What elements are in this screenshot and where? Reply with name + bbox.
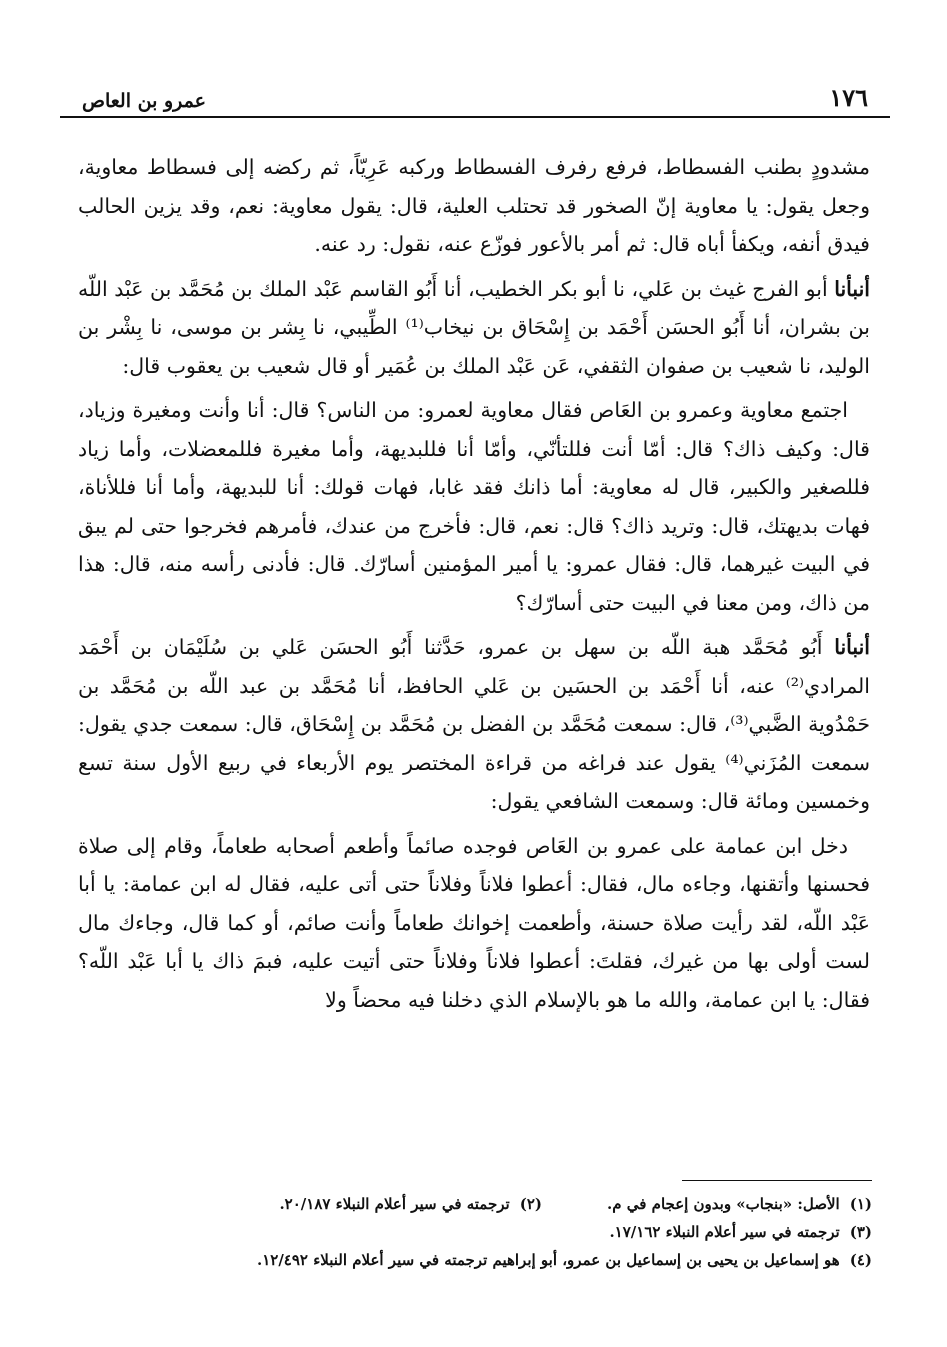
footnote-row <box>78 1190 872 1218</box>
page-header <box>60 84 890 118</box>
footnote-text: ترجمته في سير أعلام النبلاء ٢٠/١٨٧. <box>279 1195 510 1213</box>
page-number: ١٧٦ <box>829 83 868 112</box>
footnote-number: (٣) <box>849 1223 872 1241</box>
footnote-number: (٤) <box>849 1251 872 1269</box>
footnotes <box>78 1190 872 1274</box>
footnote-text: الأصل: «بنجاب» وبدون إعجام في م. <box>607 1195 840 1213</box>
running-title: عمرو بن العاص <box>82 90 206 112</box>
footnote-item <box>542 1190 872 1218</box>
footnote-number: (١) <box>849 1195 872 1213</box>
main-text <box>78 148 870 1025</box>
paragraph-lead: أنبأنا <box>834 635 870 659</box>
paragraph <box>78 827 870 1020</box>
paragraph <box>78 391 870 622</box>
paragraph <box>78 270 870 386</box>
footnote-number: (٢) <box>519 1195 542 1213</box>
footnote-item <box>609 1218 872 1246</box>
paragraph-lead: أنبأنا <box>834 276 870 301</box>
footnote-item <box>257 1246 872 1274</box>
footnote-row <box>78 1218 872 1246</box>
paragraph-text: مشدودٍ بطنب الفسطاط، فرفع رفرف الفسطاط وركبه عَرِيّاً، ثم ركضه إلى فسطاط معاوية، وجعل يقول: يا معاوية إنّ الصخور قد تحتلب العلية، قال: يقول معاوية: نعم، وقد يزين الحالب فيدق أنفه، ويكفأ أباه قال: ثم أمر بالأعور فوزّع عنه، نقول: رد عنه. <box>78 155 870 256</box>
book-page <box>60 70 890 1300</box>
footnote-text: ترجمته في سير أعلام النبلاء ١٧/١٦٢. <box>609 1223 840 1241</box>
footnote-divider <box>682 1180 872 1181</box>
paragraph <box>78 628 870 821</box>
footnote-item <box>279 1190 542 1218</box>
paragraph-text: أبو الفرج غيث بن عَلي، نا أبو بكر الخطيب، أنا أَبُو القاسم عَبْد الملك بن مُحَمَّد بن عَبْد اللّه بن بشران، أنا أَبُو الحسَن أَحْمَد بن إِسْحَاق بن نيخاب⁽¹⁾ الطِّيبي، نا بِشر بن موسى، نا بِشْر بن الوليد، نا شعيب بن صفوان الثقفي، عَن عَبْد الملك بن عُمَير أو قال شعيب بن يعقوب قال: <box>78 276 870 378</box>
footnote-row <box>78 1246 872 1274</box>
paragraph-text: اجتمع معاوية وعمرو بن العَاص فقال معاوية لعمرو: من الناس؟ قال: أنا وأنت ومغيرة وزياد، قال: وكيف ذاك؟ قال: أمّا أنت فللتأنّي، وأمّا أنا فللبديهة، وأما مغيرة فللمعضلات، وأما زياد فللصغير والكبير، قال له معاوية: أما ذانك فقد غابا، فهات قولك: أنا للبديهة، وأما أنا فللأناة، فهات بديهتك، قال: وتريد ذاك؟ قال: نعم، قال: فأخرج من عندك، فأمرهم فخرجوا حتى لم يبق في البيت غيرهما، قال: فقال عمرو: يا أمير المؤمنين أسارّك. قال: فأدنى رأسه منه، قال: هذا من ذاك، ومن معنا في البيت حتى أسارّك؟ <box>78 398 870 615</box>
paragraph-text: أَبُو مُحَمَّد هبة اللّه بن سهل بن عمرو، حَدَّثنا أَبُو الحسَن عَلي بن سُلَيْمَان بن أَحْمَد المرادي⁽²⁾ عنه، أنا أَحْمَد بن الحسَين بن عَلي الحافظ، أنا مُحَمَّد بن عبد اللّه بن مُحَمَّد بن حَمْدُوية الضَّبي⁽³⁾، قال: سمعت مُحَمَّد بن الفضل بن مُحَمَّد بن إِسْحَاق، قال: سمعت جدي يقول: سمعت المُزَني⁽⁴⁾ يقول عند فراغه من قراءة المختصر يوم الأربعاء في ربيع الأول سنة تسع وخمسين ومائة قال: وسمعت الشافعي يقول: <box>78 635 871 813</box>
paragraph <box>78 148 870 264</box>
paragraph-text: دخل ابن عمامة على عمرو بن العَاص فوجده صائماً وأطعم أصحابه طعاماً، وقام إلى صلاة فحسنها وأتقنها، وجاءه مال، فقال: أعطوا فلاناً وفلاناً حتى أتى عليه، فقال له ابن عمامة: يا أبا عَبْد اللّه، لقد رأيت صلاة حسنة، وأطعمت إخوانك طعاماً وأنت صائم، أو كما قال، وجاءك مال لست أولى بها من غيرك، فقلتَ: أعطوا فلاناً وفلاناً حتى أتيت عليه، فبمَ ذاك يا أبا عَبْد اللّه؟ فقال: يا ابن عمامة، والله ما هو بالإسلام الذي دخلنا فيه محضاً ولا <box>78 833 870 1012</box>
footnote-text: هو إسماعيل بن يحيى بن إسماعيل بن عمرو، أبو إبراهيم ترجمته في سير أعلام النبلاء ١٢/٤٩٢. <box>256 1251 840 1269</box>
